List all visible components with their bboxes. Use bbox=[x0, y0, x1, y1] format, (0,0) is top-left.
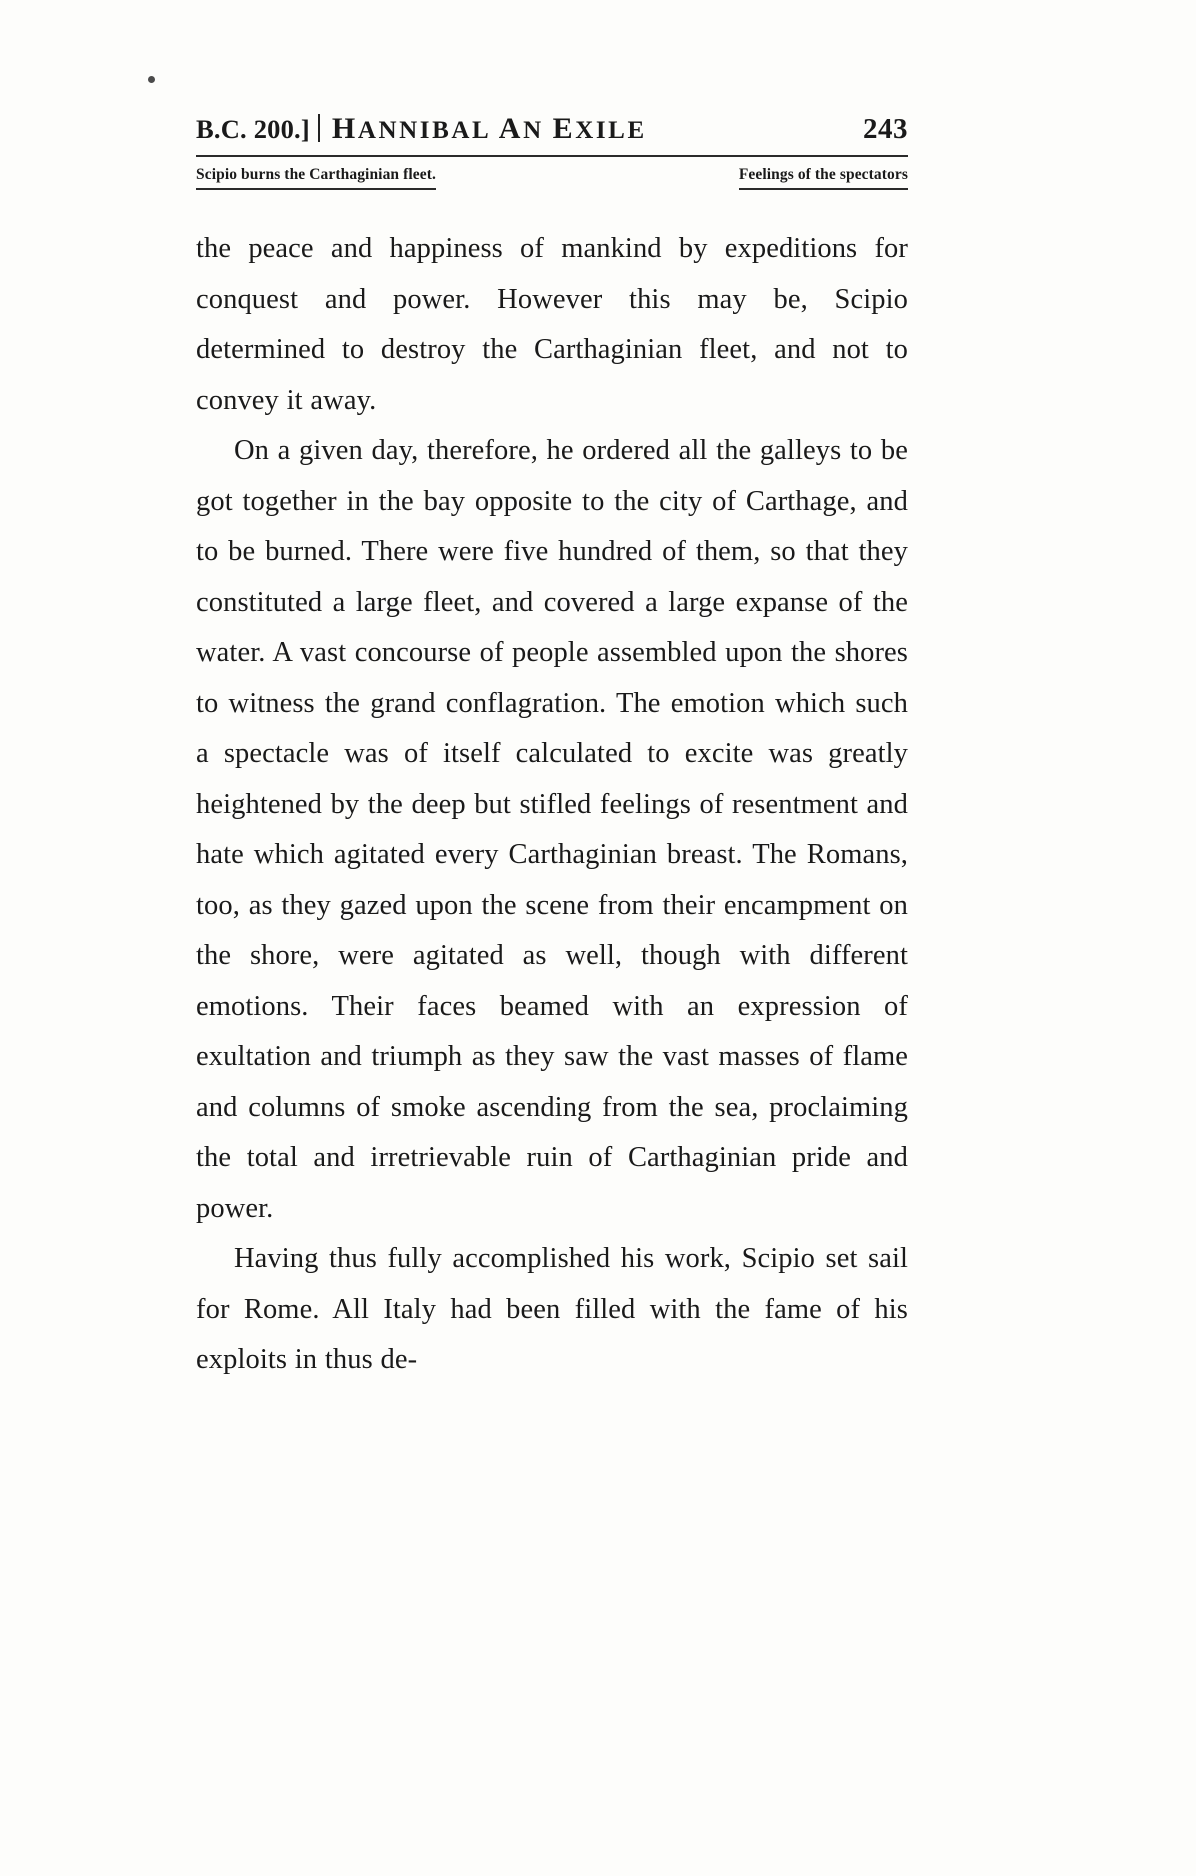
marginal-notes bbox=[196, 166, 908, 190]
sidenote-left: Scipio burns the Carthaginian fleet. bbox=[196, 166, 436, 190]
page-title: HANNIBAL AN EXILE bbox=[331, 112, 647, 145]
header-divider bbox=[318, 114, 320, 142]
paragraph-1: the peace and happiness of mankind by expeditions for conquest and power. However this may be, Scipio determined to destroy the Carthaginian fleet, and not to convey it away. bbox=[196, 233, 908, 416]
date-marker: B.C. 200.] bbox=[196, 114, 310, 144]
running-head-left bbox=[196, 110, 647, 146]
paragraph-2: On a given day, therefore, he ordered all the galleys to be got together in the bay opposite to the city of Carthage, and to be burned. There were five hundred of them, so that they constituted a large fleet, and covered a large expanse of the water. A vast concourse of people assembled upon the shores to witness the grand conflagration. The emotion which such a spectacle was of itself calculated to excite was greatly heightened by the deep but stifled feelings of resentment and hate which agitated every Carthaginian breast. The Romans, too, as they gazed upon the scene from their encampment on the shore, were agitated as well, though with different emotions. Their faces beamed with an expression of exultation and triumph as they saw the vast masses of flame and columns of smoke ascending from the sea, proclaiming the total and irretrievable ruin of Carthaginian pride and power. bbox=[196, 435, 908, 1224]
sidenote-right: Feelings of the spectators bbox=[739, 166, 908, 190]
page-content bbox=[196, 110, 908, 1386]
ink-speck bbox=[148, 76, 155, 83]
running-head bbox=[196, 110, 908, 146]
body-text bbox=[196, 224, 908, 1386]
page-number: 243 bbox=[863, 113, 908, 145]
paragraph-3: Having thus fully accomplished his work, Scipio set sail for Rome. All Italy had been filled with the fame of his exploits in thus de- bbox=[196, 1243, 908, 1375]
header-rule bbox=[196, 155, 908, 157]
